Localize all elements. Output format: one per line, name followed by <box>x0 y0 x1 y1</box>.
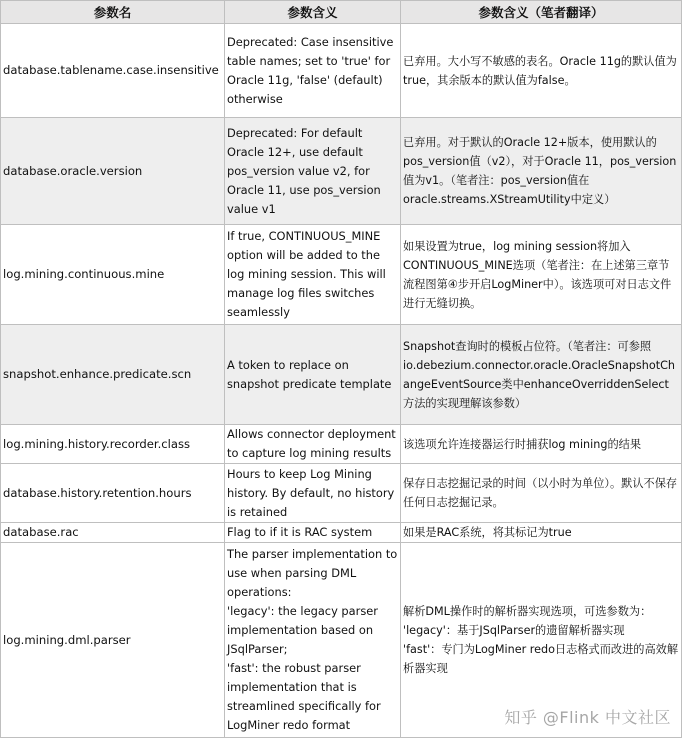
header-param-translation: 参数含义（笔者翻译） <box>401 1 682 24</box>
header-param-name: 参数名 <box>1 1 225 24</box>
table-row <box>1 464 682 523</box>
param-translation: 如果是RAC系统，将其标记为true <box>401 523 682 543</box>
param-name: database.oracle.version <box>1 118 225 225</box>
param-translation: Snapshot查询时的模板占位符。（笔者注：可参照io.debezium.connector.oracle.OracleSnapshotChangeEventSource类中enhanceOverriddenSelect方法的实现理解该参数） <box>401 325 682 425</box>
param-name: snapshot.enhance.predicate.scn <box>1 325 225 425</box>
param-description: Hours to keep Log Mining history. By default, no history is retained <box>225 464 401 523</box>
table-row <box>1 325 682 425</box>
param-translation: 该选项允许连接器运行时捕获log mining的结果 <box>401 425 682 464</box>
param-description: Flag to if it is RAC system <box>225 523 401 543</box>
param-description <box>225 543 401 738</box>
header-param-meaning: 参数含义 <box>225 1 401 24</box>
param-name: log.mining.dml.parser <box>1 543 225 738</box>
param-translation: 保存日志挖掘记录的时间（以小时为单位）。默认不保存任何日志挖掘记录。 <box>401 464 682 523</box>
param-translation: 如果设置为true，log mining session将加入CONTINUOUS_MINE选项（笔者注：在上述第三章节流程图第④步开启LogMiner中）。该选项可对日志文件进行无缝切换。 <box>401 225 682 325</box>
param-translation-text: 解析DML操作时的解析器实现选项，可选参数为： 'legacy'：基于JSqlParser的遗留解析器实现 'fast'：专门为LogMiner redo日志格式而改进的高效解析器实现 <box>403 605 679 675</box>
table-row <box>1 425 682 464</box>
table-row <box>1 24 682 118</box>
param-description: Deprecated: Case insensitive table names; set to 'true' for Oracle 11g, 'false' (default) otherwise <box>225 24 401 118</box>
table-row <box>1 523 682 543</box>
param-translation: 已弃用。对于默认的Oracle 12+版本，使用默认的pos_version值（v2），对于Oracle 11，pos_version值为v1。（笔者注：pos_version值在oracle.streams.XStreamUtility中定义） <box>401 118 682 225</box>
param-name: log.mining.continuous.mine <box>1 225 225 325</box>
table-row <box>1 118 682 225</box>
param-description: If true, CONTINUOUS_MINE option will be added to the log mining session. This will manage log files switches seamlessly <box>225 225 401 325</box>
param-name: database.tablename.case.insensitive <box>1 24 225 118</box>
param-name: database.rac <box>1 523 225 543</box>
param-description: Allows connector deployment to capture log mining results <box>225 425 401 464</box>
param-description-text: The parser implementation to use when parsing DML operations: 'legacy': the legacy parser implementation based on JSqlParser; 'fast': the robust parser implementation that is streamlined specifically for LogMiner redo format <box>227 547 398 732</box>
header-row <box>1 1 682 24</box>
param-description: Deprecated: For default Oracle 12+, use default pos_version value v2, for Oracle 11, use pos_version value v1 <box>225 118 401 225</box>
param-name: log.mining.history.recorder.class <box>1 425 225 464</box>
param-name: database.history.retention.hours <box>1 464 225 523</box>
table-row <box>1 225 682 325</box>
watermark: 知乎 @Flink 中文社区 <box>504 708 671 727</box>
param-translation: 已弃用。大小写不敏感的表名。Oracle 11g的默认值为true，其余版本的默认值为false。 <box>401 24 682 118</box>
param-description: A token to replace on snapshot predicate template <box>225 325 401 425</box>
